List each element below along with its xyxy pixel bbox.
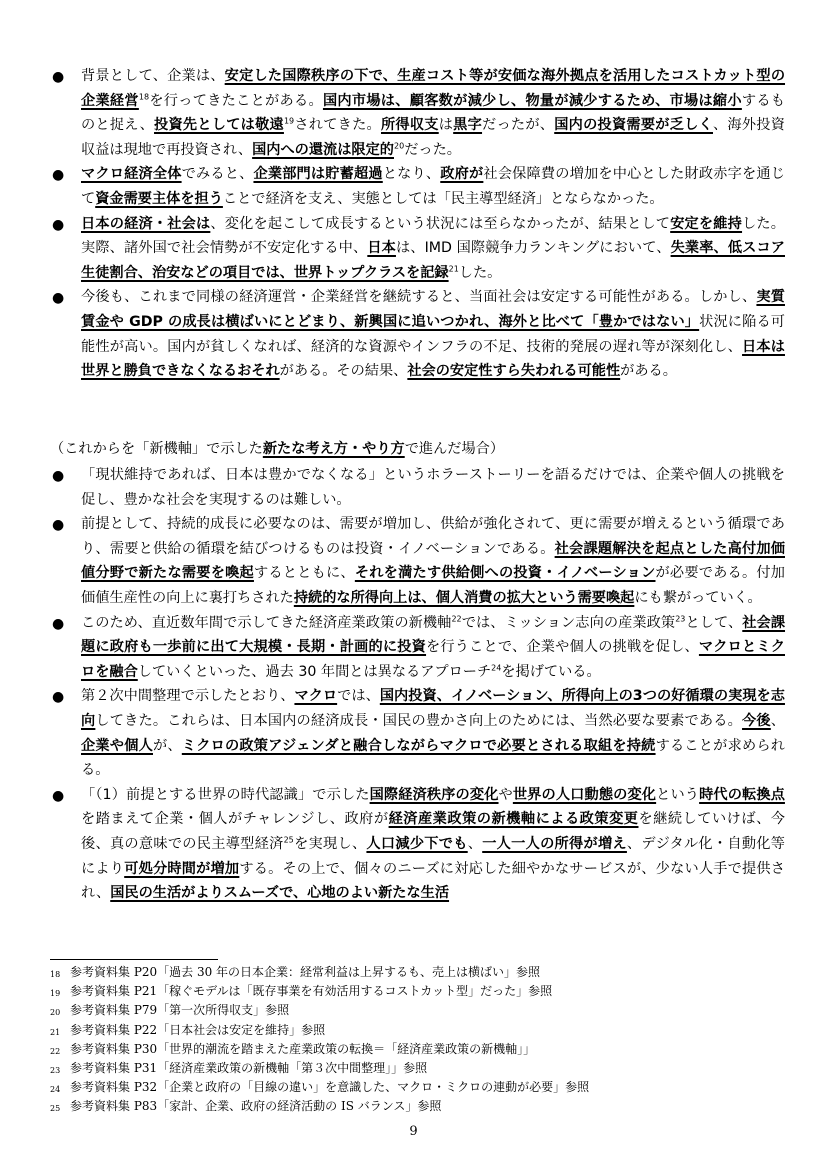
body-text: 状況に陥る可能性が高い。国内が貧しくなれば、経済的な資源やインフラの不足、技術的発展の遅れ等が深刻化し、	[81, 313, 785, 355]
footnote-item	[50, 1060, 790, 1079]
bullet-item	[50, 285, 785, 383]
bullet-dot-icon: ●	[52, 689, 65, 706]
body-text: してきた。これらは、日本国内の経済成長・国民の豊かさ向上のためには、当然必要な要素である。	[95, 712, 743, 729]
emphasized-text: 政府が	[440, 166, 484, 183]
footnote-text: 参考資料集 P31「経済産業政策の新機軸「第３次中間整理」」参照	[70, 1061, 428, 1076]
bullet-dot-icon: ●	[52, 290, 65, 307]
footnote-ref: 21	[448, 264, 459, 274]
footnote-ref: 18	[138, 91, 150, 101]
emphasized-text: 時代の転換点	[699, 786, 785, 803]
bullet-dot-icon: ●	[52, 167, 65, 184]
body-text: 、海外投資収益は現地で再投資され、	[81, 117, 785, 158]
footnote-number: 20	[50, 1008, 61, 1018]
body-text: だったが、	[482, 117, 555, 134]
bullet-list-background	[50, 64, 785, 384]
emphasized-text: 日本は世界と勝負できなくなるおそれ	[81, 338, 785, 380]
bullet-dot-icon: ●	[52, 517, 65, 534]
emphasized-text: 安定した国際秩序の下で、生産コスト等が安価な海外拠点を活用したコストカット型の企業経営	[81, 68, 786, 109]
bullet-dot-icon: ●	[52, 468, 65, 484]
bullet-item	[50, 512, 785, 610]
body-text: ことで経済を支え、実態としては「民主導型経済」とならなかった。	[222, 190, 664, 207]
bullet-item	[50, 684, 785, 782]
body-text: は	[438, 117, 454, 134]
emphasized-text: 黒字	[453, 117, 483, 134]
body-text: を踏まえて企業・個人がチャレンジし、政府が	[81, 811, 389, 828]
footnote-text: 参考資料集 P30「世界的潮流を踏まえた産業政策の転換＝「経済産業政策の新機軸」」	[70, 1041, 536, 1056]
footnote-item	[50, 964, 790, 983]
emphasized-text: 社会課題に政府も一歩前に出て大規模・長期・計画的に投資	[81, 614, 786, 656]
footnote-item	[50, 1041, 790, 1060]
emphasized-text: 国内の投資需要が乏しく	[554, 117, 713, 134]
footnote-text: 参考資料集 P20「過去 30 年の日本企業：経常利益は上昇するも、売上は横ばい」参照	[70, 965, 541, 979]
emphasized-text: 社会の安定性すら失われる可能性	[407, 363, 621, 380]
body-text: するものと捉え、	[81, 92, 785, 134]
bullet-dot-icon: ●	[52, 69, 65, 85]
emphasized-text: マクロ経済全体	[81, 166, 182, 183]
emphasized-text: 国民の生活がよりスムーズで、心地のよい新たな生活	[110, 885, 450, 902]
footnote-text: 参考資料集 P32「企業と政府の「目線の違い」を意識した、マクロ・ミクロの連動が必要」参照	[70, 1080, 590, 1095]
footnote-item	[50, 1079, 790, 1098]
body-text: 社会保障費の増加を中心とした財政赤字を通じて	[81, 166, 785, 207]
body-text: となり、	[382, 166, 441, 183]
emphasized-text: 資金需要主体を担う	[95, 190, 223, 207]
body-text: した。	[458, 264, 502, 281]
emphasized-text: マクロ	[294, 688, 338, 705]
footnote-text: 参考資料集 P79「第一次所得収支」参照	[70, 1003, 290, 1018]
emphasized-text: 新たな考え方・やり方	[262, 441, 405, 457]
body-text: が必要である。付加価値生産性の向上に裏打ちされた	[81, 565, 785, 606]
footnote-text: 参考資料集 P22「日本社会は安定を維持」参照	[70, 1022, 326, 1037]
footnote-ref: 23	[675, 613, 686, 623]
emphasized-text: マクロとミクロを融合	[81, 639, 785, 680]
footnote-number: 23	[50, 1066, 61, 1076]
body-text: 、	[467, 835, 483, 852]
footnote-number: 22	[50, 1046, 61, 1056]
emphasized-text: 国内への還流は限定的	[252, 141, 394, 158]
bullet-item	[50, 64, 785, 162]
footnote-ref: 22	[451, 613, 462, 623]
body-text: するとともに、	[253, 565, 355, 582]
body-text: する。その上で、個々のニーズに対応した細やかなサービスが、少ない人手で提供され、	[81, 860, 785, 902]
footnote-item	[50, 1022, 790, 1041]
body-text: 第２次中間整理で示したとおり、	[81, 688, 295, 705]
emphasized-text: 失業率、低スコア生徒割合、治安などの項目では、世界トップクラスを記録	[81, 240, 785, 281]
bullet-item	[50, 212, 785, 286]
bullet-item	[50, 611, 785, 685]
emphasized-text: 人口減少下でも	[366, 835, 468, 852]
bullet-item	[50, 783, 785, 906]
body-text: という	[656, 786, 700, 803]
footnote-number: 21	[50, 1027, 61, 1037]
body-text: がある。その結果、	[279, 363, 408, 380]
footnote-number: 25	[50, 1104, 61, 1114]
emphasized-text: 経済産業政策の新機軸による政策変更	[388, 811, 639, 828]
emphasized-text: 国際経済秩序の変化	[369, 786, 499, 803]
emphasized-text: 企業や個人	[81, 737, 153, 754]
footnote-number: 18	[50, 970, 61, 979]
section-heading	[50, 437, 785, 462]
emphasized-text: 持続的な所得向上は、個人消費の拡大という需要喚起	[293, 589, 635, 606]
body-text: を掲げている。	[501, 663, 601, 680]
body-text: していくといった、過去 30 年間とは異なるアプローチ	[137, 663, 492, 680]
body-text: や	[498, 786, 513, 803]
body-text: を行うことで、企業や個人の挑戦を促し、	[426, 639, 699, 656]
body-text: 、	[770, 712, 785, 729]
body-text: として、	[685, 614, 743, 631]
footnote-ref: 20	[394, 141, 405, 151]
body-text: 、変化を起こして成長するという状況には至らなかったが、結果として	[210, 215, 671, 232]
bullet-item	[50, 463, 785, 512]
emphasized-text: ミクロの政策アジェンダと融合しながらマクロで必要とされる取組を持続	[181, 737, 656, 754]
body-text: を実現し、	[293, 835, 367, 852]
emphasized-text: 投資先としては敬遠	[154, 117, 284, 134]
emphasized-text: 一人一人の所得が増え	[482, 835, 627, 852]
footnote-ref: 25	[283, 835, 294, 845]
body-text: で進んだ場合）	[404, 441, 505, 457]
body-text: した。実際、諸外国で社会情勢が不安定化する中、	[81, 215, 785, 257]
footnote-number: 19	[50, 989, 61, 999]
footnote-ref: 19	[283, 116, 295, 126]
body-text: でみると、	[181, 166, 254, 183]
emphasized-text: 可処分時間が増加	[124, 860, 240, 877]
bullet-dot-icon: ●	[52, 787, 65, 804]
body-text: では、	[337, 688, 380, 705]
bullet-item	[50, 162, 785, 211]
emphasized-text: 今後	[742, 712, 771, 729]
footnote-ref: 24	[491, 663, 502, 673]
body-text: 「現状維持であれば、日本は豊かでなくなる」というホラーストーリーを語るだけでは、企業や個人の挑戦を促し、豊かな社会を実現するのは難しい。	[81, 467, 785, 508]
body-text: 、デジタル化・自動化等により	[81, 835, 785, 877]
body-text: 今後も、これまで同様の経済運営・企業経営を継続すると、当面社会は安定する可能性がある。しかし、	[81, 289, 757, 306]
emphasized-text: 国内投資、イノベーション、所得向上の3つの好循環の実現を志向	[81, 688, 785, 729]
bullet-dot-icon: ●	[52, 216, 65, 233]
body-text: 背景として、企業は、	[81, 68, 225, 84]
body-text: このため、直近数年間で示してきた経済産業政策の新機軸	[81, 614, 452, 631]
emphasized-text: 国内市場は、顧客数が減少し、物量が減少するため、市場は縮小	[322, 92, 742, 109]
emphasized-text: 所得収支	[380, 117, 439, 134]
body-text: 前提として、持続的成長に必要なのは、需要が増加し、供給が強化されて、更に需要が増えるという循環であり、需要と供給の循環を結びつけるものは投資・イノベーションである。	[81, 516, 785, 557]
emphasized-text: 日本の経済・社会は	[81, 215, 211, 232]
body-text: にも繋がっていく。	[634, 589, 762, 606]
body-text: 「（1）前提とする世界の時代認識」で示した	[81, 786, 370, 803]
emphasized-text: 企業部門は貯蓄超過	[253, 166, 383, 183]
bullet-dot-icon: ●	[52, 615, 65, 632]
body-text: だった。	[404, 141, 461, 158]
footnote-item	[50, 1002, 790, 1021]
emphasized-text: 安定を維持	[670, 215, 743, 232]
footnote-item	[50, 983, 790, 1002]
footnote-item	[50, 1098, 790, 1117]
emphasized-text: それを満たす供給側への投資・イノベーション	[354, 565, 656, 582]
footnote-text: 参考資料集 P83「家計、企業、政府の経済活動の IS バランス」参照	[70, 1099, 442, 1114]
emphasized-text: 実質賃金や GDP の成長は横ばいにとどまり、新興国に追いつかれ、海外と比べて「豊かではない」	[81, 289, 785, 330]
body-text: は、IMD 国際競争力ランキングにおいて、	[395, 240, 671, 257]
body-text: を継続していけば、今後、真の意味での民主導型経済	[81, 811, 785, 852]
body-text: を行ってきたことがある。	[149, 92, 323, 109]
footnotes	[50, 964, 790, 1118]
emphasized-text: 世界の人口動態の変化	[512, 786, 657, 803]
emphasized-text: 日本	[367, 240, 396, 257]
body-text: することが求められる。	[81, 737, 785, 779]
bullet-list-new-approach	[50, 463, 785, 906]
footnote-divider	[50, 959, 218, 960]
footnote-text: 参考資料集 P21「稼ぐモデルは「既存事業を有効活用するコストカット型」だった」参照	[70, 984, 553, 999]
body-text: が、	[153, 737, 182, 754]
footnote-number: 24	[50, 1085, 61, 1095]
emphasized-text: 社会課題解決を起点とした高付加価値分野で新たな需要を喚起	[81, 540, 785, 582]
body-text: がある。	[620, 363, 677, 380]
body-text: では、ミッション志向の産業政策	[461, 614, 676, 631]
body-text: されてきた。	[294, 117, 381, 134]
body-text: （これからを「新機軸」で示した	[50, 441, 263, 457]
page-number: 9	[409, 1124, 418, 1139]
